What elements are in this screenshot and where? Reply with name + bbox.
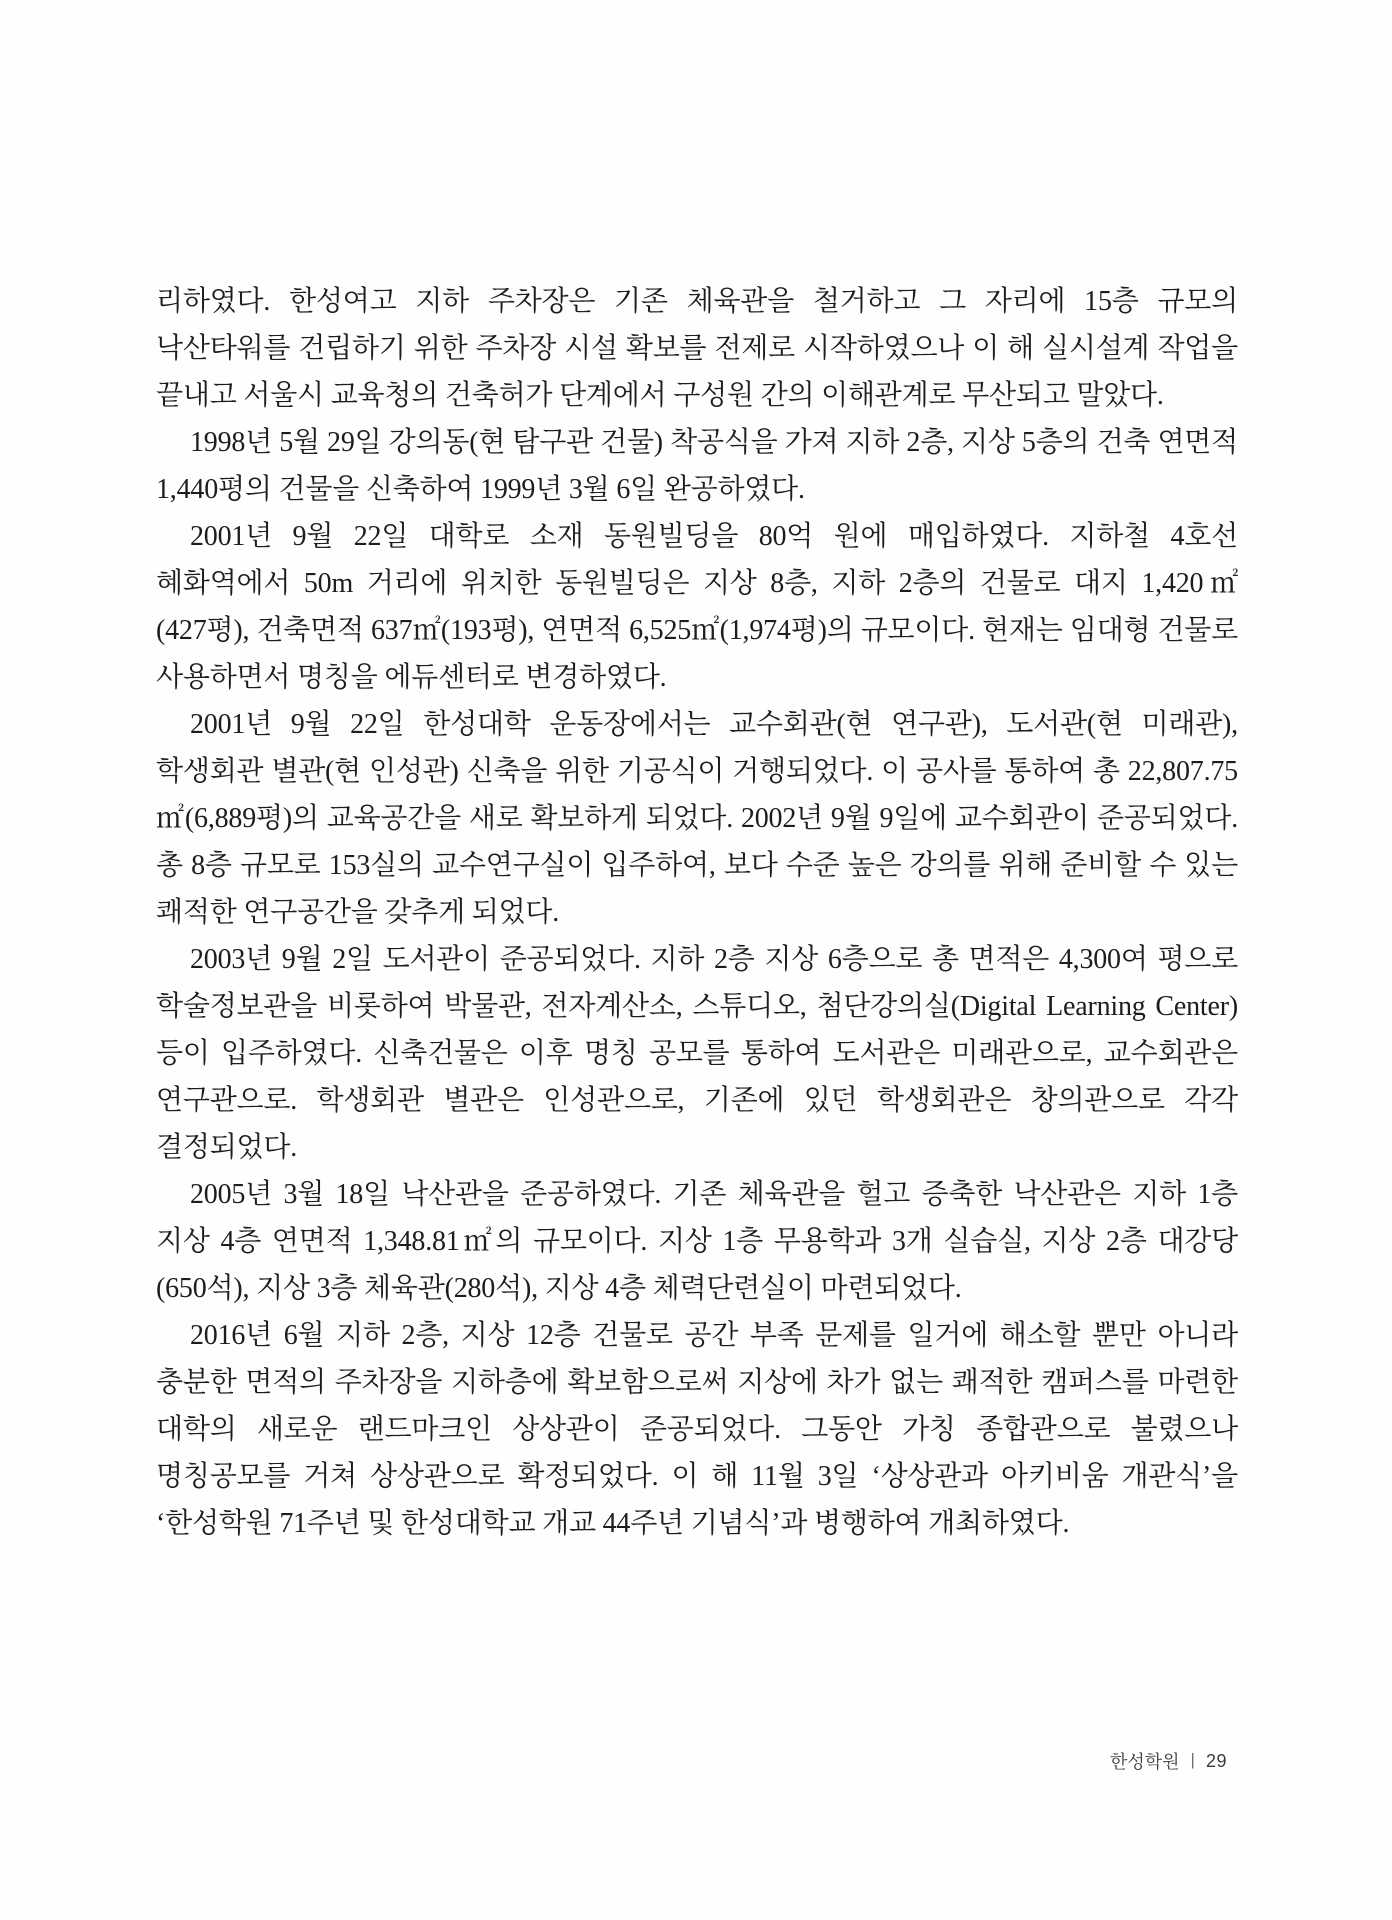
document-body bbox=[156, 278, 1238, 1547]
footer-page-number: 29 bbox=[1205, 1750, 1227, 1771]
paragraph: 1998년 5월 29일 강의동(현 탐구관 건물) 착공식을 가져 지하 2층, 지상 5층의 건축 연면적 1,440평의 건물을 신축하여 1999년 3월 6일 완공하였다. bbox=[156, 427, 1238, 505]
paragraph: 리하였다. 한성여고 지하 주차장은 기존 체육관을 철거하고 그 자리에 15층 규모의 낙산타워를 건립하기 위한 주차장 시설 확보를 전제로 시작하였으나 이 해 실시설계 작업을 끝내고 서울시 교육청의 건축허가 단계에서 구성원 간의 이해관계로 무산되고 말았다. bbox=[156, 286, 1238, 411]
paragraph: 2001년 9월 22일 한성대학 운동장에서는 교수회관(현 연구관), 도서관(현 미래관), 학생회관 별관(현 인성관) 신축을 위한 기공식이 거행되었다. 이 공사를 통하여 총 22,807.75㎡(6,889평)의 교육공간을 새로 확보하게 되었다. 2002년 9월 9일에 교수회관이 준공되었다. 총 8층 규모로 153실의 교수연구실이 입주하여, 보다 수준 높은 강의를 위해 준비할 수 있는 쾌적한 연구공간을 갖추게 되었다. bbox=[156, 709, 1238, 928]
paragraph: 2003년 9월 2일 도서관이 준공되었다. 지하 2층 지상 6층으로 총 면적은 4,300여 평으로 학술정보관을 비롯하여 박물관, 전자계산소, 스튜디오, 첨단강의실(Digital Learning Center) 등이 입주하였다. 신축건물은 이후 명칭 공모를 통하여 도서관은 미래관으로, 교수회관은 연구관으로. 학생회관 별관은 인성관으로, 기존에 있던 학생회관은 창의관으로 각각 결정되었다. bbox=[156, 944, 1238, 1163]
paragraph: 2016년 6월 지하 2층, 지상 12층 건물로 공간 부족 문제를 일거에 해소할 뿐만 아니라 충분한 면적의 주차장을 지하층에 확보함으로써 지상에 차가 없는 쾌적한 캠퍼스를 마련한 대학의 새로운 랜드마크인 상상관이 준공되었다. 그동안 가칭 종합관으로 불렸으나 명칭공모를 거쳐 상상관으로 확정되었다. 이 해 11월 3일 ‘상상관과 아키비움 개관식’을 ‘한성학원 71주년 및 한성대학교 개교 44주년 기념식’과 병행하여 개최하였다. bbox=[156, 1320, 1238, 1539]
paragraphs-container bbox=[156, 278, 1238, 1547]
footer-separator: | bbox=[1190, 1750, 1195, 1769]
paragraph: 2005년 3월 18일 낙산관을 준공하였다. 기존 체육관을 헐고 증축한 낙산관은 지하 1층 지상 4층 연면적 1,348.81㎡의 규모이다. 지상 1층 무용학과 3개 실습실, 지상 2층 대강당(650석), 지상 3층 체육관(280석), 지상 4층 체력단련실이 마련되었다. bbox=[156, 1179, 1238, 1304]
page-footer bbox=[1110, 1748, 1227, 1774]
paragraph: 2001년 9월 22일 대학로 소재 동원빌딩을 80억 원에 매입하였다. 지하철 4호선 혜화역에서 50m 거리에 위치한 동원빌딩은 지상 8층, 지하 2층의 건물로 대지 1,420㎡(427평), 건축면적 637㎡(193평), 연면적 6,525㎡(1,974평)의 규모이다. 현재는 임대형 건물로 사용하면서 명칭을 에듀센터로 변경하였다. bbox=[156, 521, 1238, 693]
footer-section-label: 한성학원 bbox=[1109, 1752, 1180, 1772]
